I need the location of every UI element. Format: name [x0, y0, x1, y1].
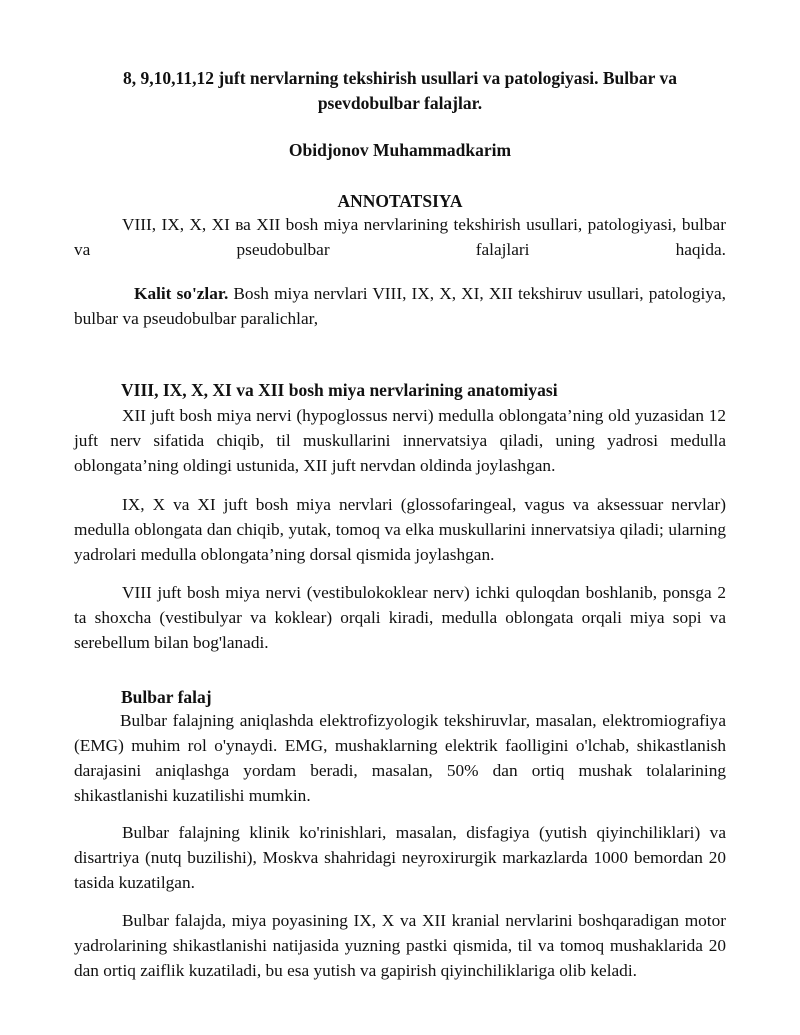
- anatomy-paragraph-1: [74, 403, 726, 478]
- bulbar-text-1: Bulbar falajning aniqlashda elektrofizyologik tekshiruvlar, masalan, elektromiografiya (EMG) muhim rol o'ynaydi. EMG, mushaklarning elektrik faolligini o'lchab, shikastlanish darajasini aniqlashga yordam beradi, masalan, 50% dan ortiq mushak tolalarining shikastlanishi kuzatilishi mumkin.: [74, 711, 726, 805]
- anatomy-text-2: IX, X va XI juft bosh miya nervlari (glossofaringeal, vagus va aksessuar nervlar) medulla oblongata dan chiqib, yutak, tomoq va elka muskullarini innervatsiya qiladi; ularning yadrolari medulla oblongata’ning dorsal qismida joylashgan.: [74, 495, 726, 564]
- annotation-text: VIII, IX, X, XI ва XII bosh miya nervlarining tekshirish usullari, patologiyasi, bulbar va pseudobulbar falajlari haqida.: [74, 215, 726, 259]
- keywords-paragraph: [74, 281, 726, 331]
- paper-title: 8, 9,10,11,12 juft nervlarning tekshirish usullari va patologiyasi. Bulbar va psevdobulbar falajlar.: [123, 68, 677, 113]
- bulbar-heading: Bulbar falaj: [121, 687, 212, 707]
- bulbar-text-3: Bulbar falajda, miya poyasining IX, X va XII kranial nervlarini boshqaradigan motor yadrolarining shikastlanishi natijasida yuzning pastki qismida, til va tomoq mushaklarida 20 dan ortiq zaiflik kuzatiladi, bu esa yutish va gapirish qiyinchiliklariga olib keladi.: [74, 911, 726, 980]
- keywords-label: Kalit so'zlar.: [134, 284, 229, 303]
- anatomy-paragraph-3: [74, 580, 726, 655]
- bulbar-paragraph-2: [74, 820, 726, 895]
- author-name: Obidjonov Muhammadkarim: [288, 140, 512, 160]
- bulbar-paragraph-3: [74, 908, 726, 983]
- anatomy-paragraph-2: [74, 492, 726, 567]
- bulbar-paragraph-1: [74, 708, 726, 808]
- keywords-text: Bosh miya nervlari VIII, IX, X, XI, XII tekshiruv usullari, patologiya, bulbar va pseudobulbar paralichlar,: [74, 284, 726, 328]
- anatomy-heading: VIII, IX, X, XI va XII bosh miya nervlarining anatomiyasi: [121, 380, 558, 400]
- anatomy-text-3: VIII juft bosh miya nervi (vestibulokoklear nerv) ichki quloqdan boshlanib, ponsga 2 ta shoxcha (vestibulyar va koklear) orqali kiradi, medulla oblongata orqali miya sopi va serebellum bilan bog'lanadi.: [74, 583, 726, 652]
- bulbar-text-2: Bulbar falajning klinik ko'rinishlari, masalan, disfagiya (yutish qiyinchiliklari) va disartriya (nutq buzilishi), Moskva shahridagi neyroxirurgik markazlarda 1000 bemordan 20 tasida kuzatilgan.: [74, 823, 726, 892]
- annotation-paragraph: [74, 212, 726, 262]
- anatomy-text-1: XII juft bosh miya nervi (hypoglossus nervi) medulla oblongata’ning old yuzasidan 12 juft nerv sifatida chiqib, til muskullarini innervatsiya qiladi, uning yadrosi medulla oblongata’ning oldingi ustunida, XII juft nervdan oldinda joylashgan.: [74, 406, 726, 475]
- annotation-heading: ANNOTATSIYA: [337, 191, 463, 211]
